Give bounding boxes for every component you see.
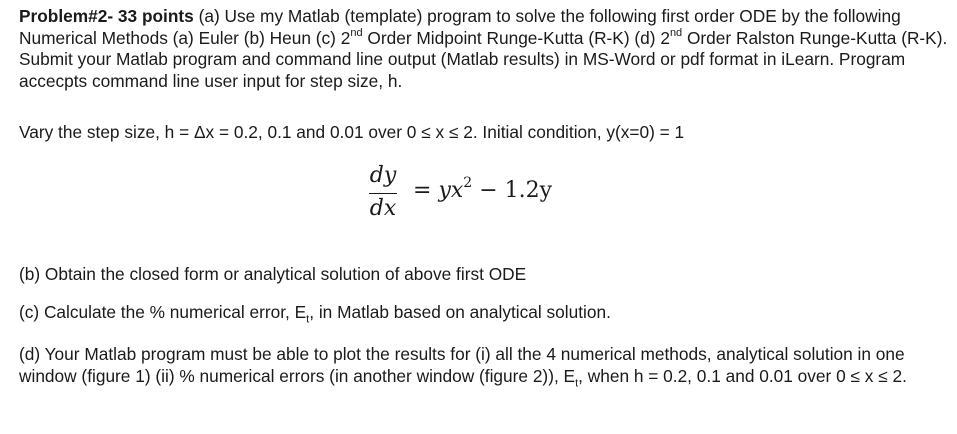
ordinal-superscript: nd: [350, 26, 363, 39]
rhs-remainder: − 1.2y: [472, 178, 553, 203]
problem-intro-3: Order Ralston Runge-Kutta (R-K). Submit your Matlab program and command line output (Matlab results) in MS-Word or pdf format in iLearn. Program accecpts command line user input for step size, h.: [19, 27, 948, 91]
error-subscript: t: [575, 377, 579, 390]
part-c-text: (c) Calculate the % numerical error, E: [19, 302, 307, 322]
fraction-bar: [369, 193, 397, 194]
fraction-denominator: dx: [369, 196, 397, 221]
rhs-exponent: 2: [463, 174, 473, 191]
problem-heading: Problem#2- 33 points: [19, 6, 194, 26]
part-d-text-end: , when h = 0.2, 0.1 and 0.01 over 0 ≤ x ≤ 2.: [578, 365, 907, 386]
problem-intro-2: Order Midpoint Runge-Kutta (R-K) (d) 2: [362, 27, 670, 48]
part-c: [19, 302, 949, 324]
rhs-term: yx: [438, 178, 464, 203]
part-d-text: (d) Your Matlab program must be able to plot the results for (i) all the 4 numerical methods, analytical solution in one window (figure 1) (ii) % numerical errors (in another window (figure 2)), E: [19, 344, 905, 386]
equals-sign: =: [413, 178, 432, 203]
ordinal-superscript: nd: [669, 26, 683, 39]
part-b: (b) Obtain the closed form or analytical solution of above first ODE: [19, 264, 527, 284]
part-c-text-end: , in Matlab based on analytical solution.: [309, 302, 611, 322]
fraction-numerator: dy: [369, 163, 397, 188]
problem-statement: [19, 6, 949, 92]
part-d: [19, 344, 949, 390]
step-size-line: Vary the step size, h = Δx = 0.2, 0.1 and 0.01 over 0 ≤ x ≤ 2. Initial condition, y(x=0) = 1: [19, 122, 685, 142]
equation-rhs: [413, 174, 553, 203]
error-subscript: t: [306, 313, 310, 326]
problem-intro: (a) Use my Matlab (template) program to solve the following first order ODE by the following Numerical Methods (a) Euler (b) Heun (c) 2: [19, 6, 901, 48]
